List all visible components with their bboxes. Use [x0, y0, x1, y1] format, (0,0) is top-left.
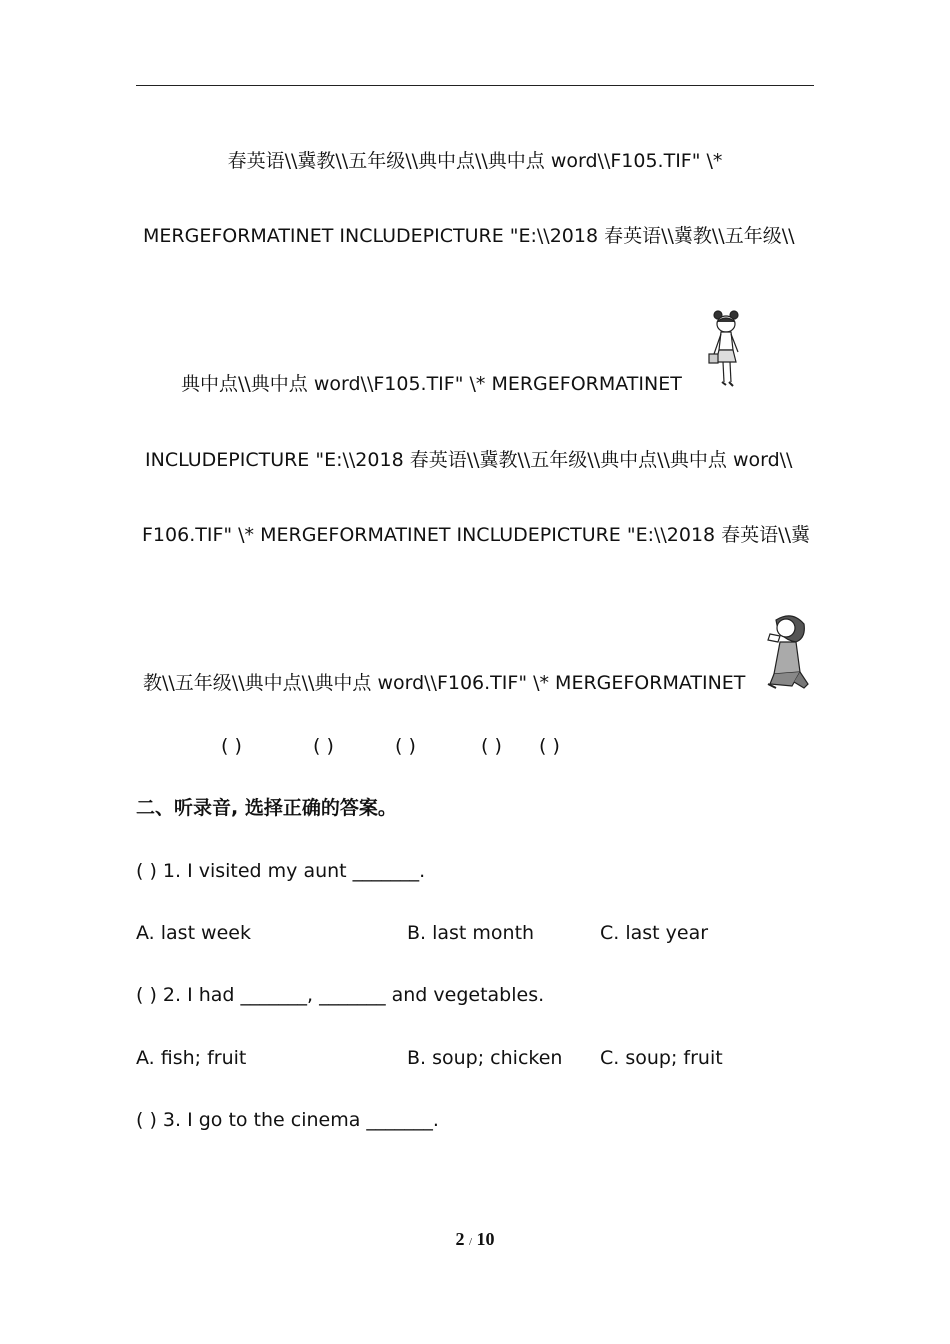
answer-paren-1[interactable]: ( ): [221, 735, 242, 757]
text-line-5: F106.TIF" \* MERGEFORMATINET INCLUDEPICTURE "E:\\2018 春英语\\冀: [142, 524, 810, 546]
question-1-option-a[interactable]: A. last week: [136, 922, 251, 944]
text-line-2: MERGEFORMATINET INCLUDEPICTURE "E:\\2018 春英语\\冀教\\五年级\\: [143, 225, 795, 247]
text-line-3: 典中点\\典中点 word\\F105.TIF" \* MERGEFORMATINET: [181, 373, 682, 395]
question-1-stem: ( ) 1. I visited my aunt _______.: [136, 860, 426, 882]
answer-paren-5[interactable]: ( ): [539, 735, 560, 757]
question-2-option-a[interactable]: A. fish; fruit: [136, 1047, 247, 1069]
page-total: 10: [476, 1229, 495, 1249]
answer-paren-4[interactable]: ( ): [481, 735, 502, 757]
page-footer: [0, 1229, 950, 1250]
question-2-stem: ( ) 2. I had _______, _______ and vegetables.: [136, 984, 545, 1006]
girl-with-bag-icon: [704, 310, 750, 392]
question-1-option-c[interactable]: C. last year: [600, 922, 709, 944]
question-2-option-c[interactable]: C. soup; fruit: [600, 1047, 723, 1069]
text-line-6: 教\\五年级\\典中点\\典中点 word\\F106.TIF" \* MERGEFORMATINET: [143, 672, 746, 694]
question-1-option-b[interactable]: B. last month: [407, 922, 535, 944]
page-number: 2: [455, 1229, 465, 1249]
answer-paren-2[interactable]: ( ): [313, 735, 334, 757]
header-rule: [136, 85, 814, 86]
text-line-4: INCLUDEPICTURE "E:\\2018 春英语\\冀教\\五年级\\典中点\\典中点 word\\: [145, 449, 793, 471]
kneeling-girl-icon: [756, 610, 812, 692]
question-3-stem: ( ) 3. I go to the cinema _______.: [136, 1109, 439, 1131]
answer-paren-3[interactable]: ( ): [395, 735, 416, 757]
question-2-option-b[interactable]: B. soup; chicken: [407, 1047, 563, 1069]
section-title: 二、听录音, 选择正确的答案。: [136, 797, 397, 819]
text-line-1: 春英语\\冀教\\五年级\\典中点\\典中点 word\\F105.TIF" \*: [227, 150, 723, 172]
page-separator: /: [468, 1236, 473, 1248]
